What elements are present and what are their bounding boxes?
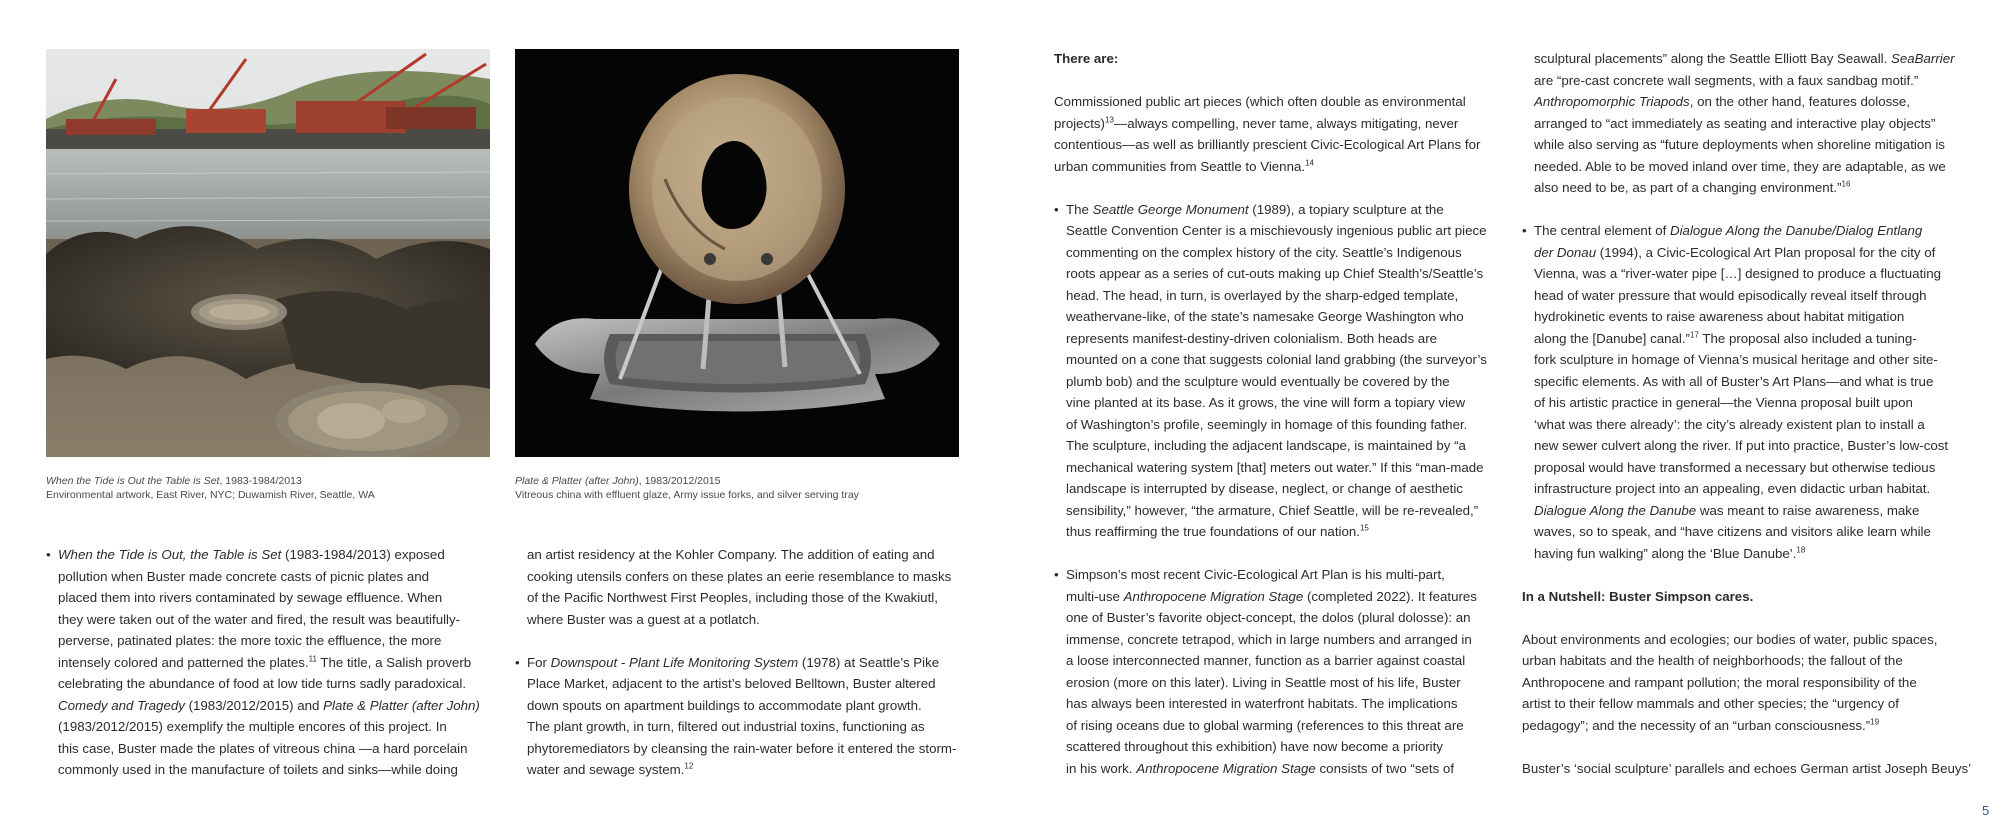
text-fragment: (completed 2022). It features — [1303, 588, 1477, 604]
footnote-ref: 14 — [1305, 158, 1314, 168]
text-line — [1522, 242, 1980, 264]
text-line: Commissioned public art pieces (which often double as environmental — [1054, 94, 1466, 109]
text-fragment: The central element of — [1534, 223, 1670, 238]
text-fragment: , on the other hand, features dolosse, — [1689, 94, 1910, 109]
platter-photo-image — [515, 49, 959, 457]
page-number: 5 — [1982, 803, 1990, 818]
text-line: weathervane-like, of the state’s namesake George Washington who — [1066, 309, 1464, 324]
text-fragment: intensely colored and patterned the plates. — [58, 654, 309, 670]
text-line: infrastructure project into an appealing, even didactic urban habitat. — [1534, 481, 1931, 496]
text-line: immense, concrete tetrapod, which in large numbers and arranged in — [1066, 631, 1472, 647]
artwork-title: Anthropocene Migration Stage — [1123, 588, 1304, 604]
text-line: while also serving as “future deployments when shoreline mitigation is — [1534, 137, 1945, 152]
text-line: of Washington’s profile, seemingly in homage of this founding father. — [1066, 416, 1468, 432]
artwork-title: SeaBarrier — [1891, 51, 1955, 66]
text-line: ‘what was there already’: the city’s already existent plan to install a — [1534, 416, 1925, 432]
text-line: where Buster was a guest at a potlatch. — [527, 611, 760, 627]
text-line: phytoremediators by cleansing the rain-water before it entered the storm- — [527, 740, 957, 756]
footnote-ref: 16 — [1841, 179, 1851, 189]
text-line: waves, so to speak, and “have citizens and visitors alike learn while — [1534, 524, 1931, 539]
text-line: head of water pressure that would episodically reveal itself through — [1534, 287, 1927, 303]
text-line: mechanical watering system [that] meters out water.” If this “man-made — [1066, 459, 1484, 475]
artwork-title: Dialogue Along the Danube/Dialog Entlang — [1670, 223, 1923, 238]
text-line: hydrokinetic events to raise awareness about habitat mitigation — [1534, 309, 1905, 324]
text-line: urban habitats and the health of neighborhoods; the fallout of the — [1522, 653, 1903, 668]
section-heading: In a Nutshell: Buster Simpson cares. — [1522, 588, 1754, 604]
platter-caption-medium: Vitreous china with effluent glaze, Army issue forks, and silver serving tray — [515, 489, 859, 501]
footnote-ref: 12 — [684, 761, 694, 771]
text-line: Buster’s ‘social sculpture’ parallels and echoes German artist Joseph Beuys’ — [1522, 760, 1972, 776]
text-line — [46, 695, 492, 717]
text-line — [1522, 48, 1980, 70]
text-line: has always been interested in waterfront habitats. The implications — [1066, 696, 1458, 711]
text-line: Vienna, was a “river-water pipe […] designed to produce a fluctuating — [1534, 266, 1942, 281]
text-line — [1522, 91, 1980, 113]
downspout-bullet — [515, 652, 961, 674]
text-line: scattered throughout this exhibition) have now become a priority — [1066, 739, 1443, 754]
text-line — [1054, 586, 1504, 608]
text-line — [1522, 543, 1980, 565]
artwork-title: Seattle George Monument — [1092, 201, 1249, 217]
text-line: (1983-1984/2013) exposed — [281, 547, 445, 562]
text-line: mounted on a cone that suggests colonial land grabbing (the surveyor’s — [1066, 352, 1487, 367]
text-line: of rising oceans due to global warming (references to this threat are — [1066, 717, 1464, 733]
text-line: represents manifest-destiny-driven colonialism. Both heads are — [1066, 330, 1438, 346]
text-line — [1522, 715, 1980, 737]
text-line: (1983/2012/2015) exemplify the multiple encores of this project. In — [58, 719, 447, 734]
text-line: Anthropocene and rampant pollution; the moral responsibility of the — [1522, 674, 1917, 690]
text-line: contentious—as well as brilliantly prescient Civic-Ecological Art Plans for — [1054, 137, 1481, 152]
text-line: fork sculpture in homage of Vienna’s musical heritage and other site- — [1534, 352, 1938, 367]
text-fragment: thus reaffirming the true foundations of our nation. — [1066, 524, 1360, 539]
text-line: they were taken out of the water and fired, the result was beautifully- — [58, 611, 461, 627]
text-line: of the Pacific Northwest First Peoples, including those of the Kwakiutl, — [527, 590, 938, 605]
platter-photo-caption — [515, 474, 959, 502]
artwork-title: Anthropomorphic Triapods — [1534, 94, 1690, 109]
text-line — [1522, 177, 1980, 199]
text-line: arranged to “act immediately as seating and interactive play objects” — [1534, 115, 1936, 131]
text-fragment: projects) — [1054, 115, 1105, 131]
text-line: of his artistic practice in general—the Vienna proposal built upon — [1534, 395, 1913, 410]
text-line — [1522, 500, 1980, 522]
text-column-2 — [515, 544, 961, 781]
artwork-title: Anthropocene Migration Stage — [1136, 760, 1316, 776]
text-line — [1522, 328, 1980, 350]
text-fragment: (1989), a topiary sculpture at the — [1248, 201, 1444, 217]
monument-bullet — [1054, 199, 1504, 221]
artwork-title: Plate & Platter (after John) — [323, 697, 480, 713]
footnote-ref: 15 — [1359, 523, 1369, 533]
text-line: erosion (more on this later). Living in Seattle most of his life, Buster — [1066, 674, 1461, 690]
text-line: plumb bob) and the sculpture would eventually be covered by the — [1066, 373, 1450, 389]
text-line: roots appear as a series of cut-outs making up Chief Stealth’s/Seattle’s — [1066, 266, 1484, 281]
text-line — [515, 759, 961, 781]
text-fragment: The title, a Salish proverb — [316, 654, 472, 670]
text-fragment: was meant to raise awareness, make — [1696, 502, 1920, 518]
artwork-title: der Donau — [1534, 244, 1597, 260]
text-line: landscape is interrupted by disease, neglect, or change of aesthetic — [1066, 481, 1463, 496]
text-line: head. The head, in turn, is overlayed by the sharp-edged template, — [1066, 287, 1459, 303]
text-line: a loose interconnected manner, function as a barrier against coastal — [1066, 653, 1466, 668]
text-fragment: (1994), a Civic-Ecological Art Plan proposal for the city of — [1596, 244, 1936, 260]
text-fragment: —always compelling, never tame, always mitigating, never — [1113, 115, 1459, 131]
text-line: celebrating the abundance of food at low tide turns sadly paradoxical. — [58, 676, 467, 691]
text-fragment: The proposal also included a tuning- — [1698, 330, 1917, 346]
artwork-title: Dialogue Along the Danube — [1534, 502, 1697, 518]
text-line — [1054, 758, 1504, 780]
text-line: one of Buster’s favorite object-concept, the dolos (plural dolosse): an — [1066, 610, 1471, 625]
tide-photo-caption — [46, 474, 490, 502]
text-fragment: (1983/2012/2015) and — [184, 697, 324, 713]
text-line — [46, 652, 492, 674]
migration-bullet: • Simpson’s most recent Civic-Ecological Art Plan is his multi-part, — [1054, 564, 1504, 586]
text-fragment: The — [1066, 201, 1093, 217]
text-fragment: in his work. — [1066, 760, 1137, 776]
text-line: About environments and ecologies; our bodies of water, public spaces, — [1522, 631, 1938, 647]
text-fragment: multi-use — [1066, 588, 1124, 604]
text-line: specific elements. As with all of Buster’s Art Plans—and what is true — [1534, 373, 1934, 389]
text-line: The plant growth, in turn, filtered out industrial toxins, functioning as — [527, 719, 925, 734]
text-column-4 — [1522, 48, 1980, 779]
text-column-1 — [46, 544, 492, 781]
platter-photo — [515, 49, 959, 457]
text-line — [1054, 156, 1504, 178]
text-line: commonly used in the manufacture of toilets and sinks—while doing — [58, 762, 458, 777]
text-line — [1054, 113, 1504, 135]
footnote-ref: 18 — [1796, 545, 1806, 555]
text-line: Place Market, adjacent to the artist’s beloved Belltown, Buster altered — [527, 676, 936, 691]
text-line: placed them into rivers contaminated by sewage effluence. When — [58, 590, 443, 605]
text-fragment: pedagogy”; and the necessity of an “urban consciousness.” — [1522, 717, 1871, 733]
tide-caption-medium: Environmental artwork, East River, NYC; Duwamish River, Seattle, WA — [46, 489, 375, 501]
text-line: down spouts on apartment buildings to accommodate plant growth. — [527, 697, 922, 713]
text-line: an artist residency at the Kohler Company. The addition of eating and — [527, 547, 935, 562]
text-fragment: (1978) at Seattle’s Pike — [798, 654, 940, 670]
artwork-title: Downspout - Plant Life Monitoring System — [550, 654, 799, 670]
footnote-ref: 11 — [308, 654, 317, 664]
tide-title: When the Tide is Out, the Table is Set — [58, 547, 282, 562]
artwork-title: Comedy and Tragedy — [58, 697, 185, 713]
tide-photo — [46, 49, 490, 457]
text-line: sensibility,” however, “the armature, Chief Seattle, will be re-revealed,” — [1066, 502, 1479, 518]
text-line: this case, Buster made the plates of vitreous china —a hard porcelain — [58, 740, 468, 756]
footnote-ref: 13 — [1105, 115, 1114, 125]
text-line: commenting on the complex history of the city. Seattle’s Indigenous — [1066, 244, 1462, 260]
text-line: pollution when Buster made concrete casts of picnic plates and — [58, 568, 430, 584]
text-line: proposal would have transformed a necessary but otherwise tedious — [1534, 459, 1936, 475]
text-fragment: water and sewage system. — [527, 762, 685, 777]
text-fragment: along the [Danube] canal.” — [1534, 330, 1690, 346]
text-fragment: having fun walking” along the ‘Blue Danube’. — [1534, 545, 1797, 561]
text-fragment: urban communities from Seattle to Vienna. — [1054, 158, 1306, 174]
text-line — [1054, 521, 1504, 543]
text-line: Seattle Convention Center is a mischievously ingenious public art piece — [1066, 223, 1487, 238]
text-fragment: also need to be, as part of a changing environment.” — [1534, 180, 1842, 195]
tide-caption-date: , 1983-1984/2013 — [219, 475, 302, 487]
danube-bullet — [1522, 220, 1980, 242]
platter-caption-title: Plate & Platter (after John) — [515, 475, 639, 487]
text-line: artist to their fellow mammals and other species; the “urgency of — [1522, 696, 1899, 711]
text-column-3 — [1054, 48, 1504, 779]
text-fragment: For — [527, 654, 551, 670]
text-line: vine planted at its base. As it grows, the vine will form a topiary view — [1066, 395, 1466, 410]
text-line: cooking utensils confers on these plates an eerie resemblance to masks — [527, 568, 952, 584]
tide-photo-image — [46, 49, 490, 457]
tide-bullet — [46, 544, 492, 566]
tide-caption-title: When the Tide is Out the Table is Set — [46, 475, 220, 487]
text-line: needed. Able to be moved inland over time, they are adaptable, as we — [1534, 158, 1946, 174]
text-line: perverse, patinated plates: the more toxic the effluence, the more — [58, 633, 442, 648]
platter-caption-date: , 1983/2012/2015 — [638, 475, 721, 487]
footnote-ref: 17 — [1689, 330, 1699, 340]
text-fragment: consists of two “sets of — [1315, 760, 1455, 776]
text-line: are “pre-cast concrete wall segments, with a faux sandbag motif.” — [1534, 72, 1919, 88]
text-line: The sculpture, including the adjacent landscape, is maintained by “a — [1066, 438, 1466, 453]
footnote-ref: 19 — [1870, 717, 1880, 727]
text-line: new sewer culvert along the river. If put into practice, Buster’s low-cost — [1534, 438, 1949, 453]
section-heading: There are: — [1054, 51, 1119, 66]
text-fragment: sculptural placements” along the Seattle Elliott Bay Seawall. — [1534, 51, 1891, 66]
